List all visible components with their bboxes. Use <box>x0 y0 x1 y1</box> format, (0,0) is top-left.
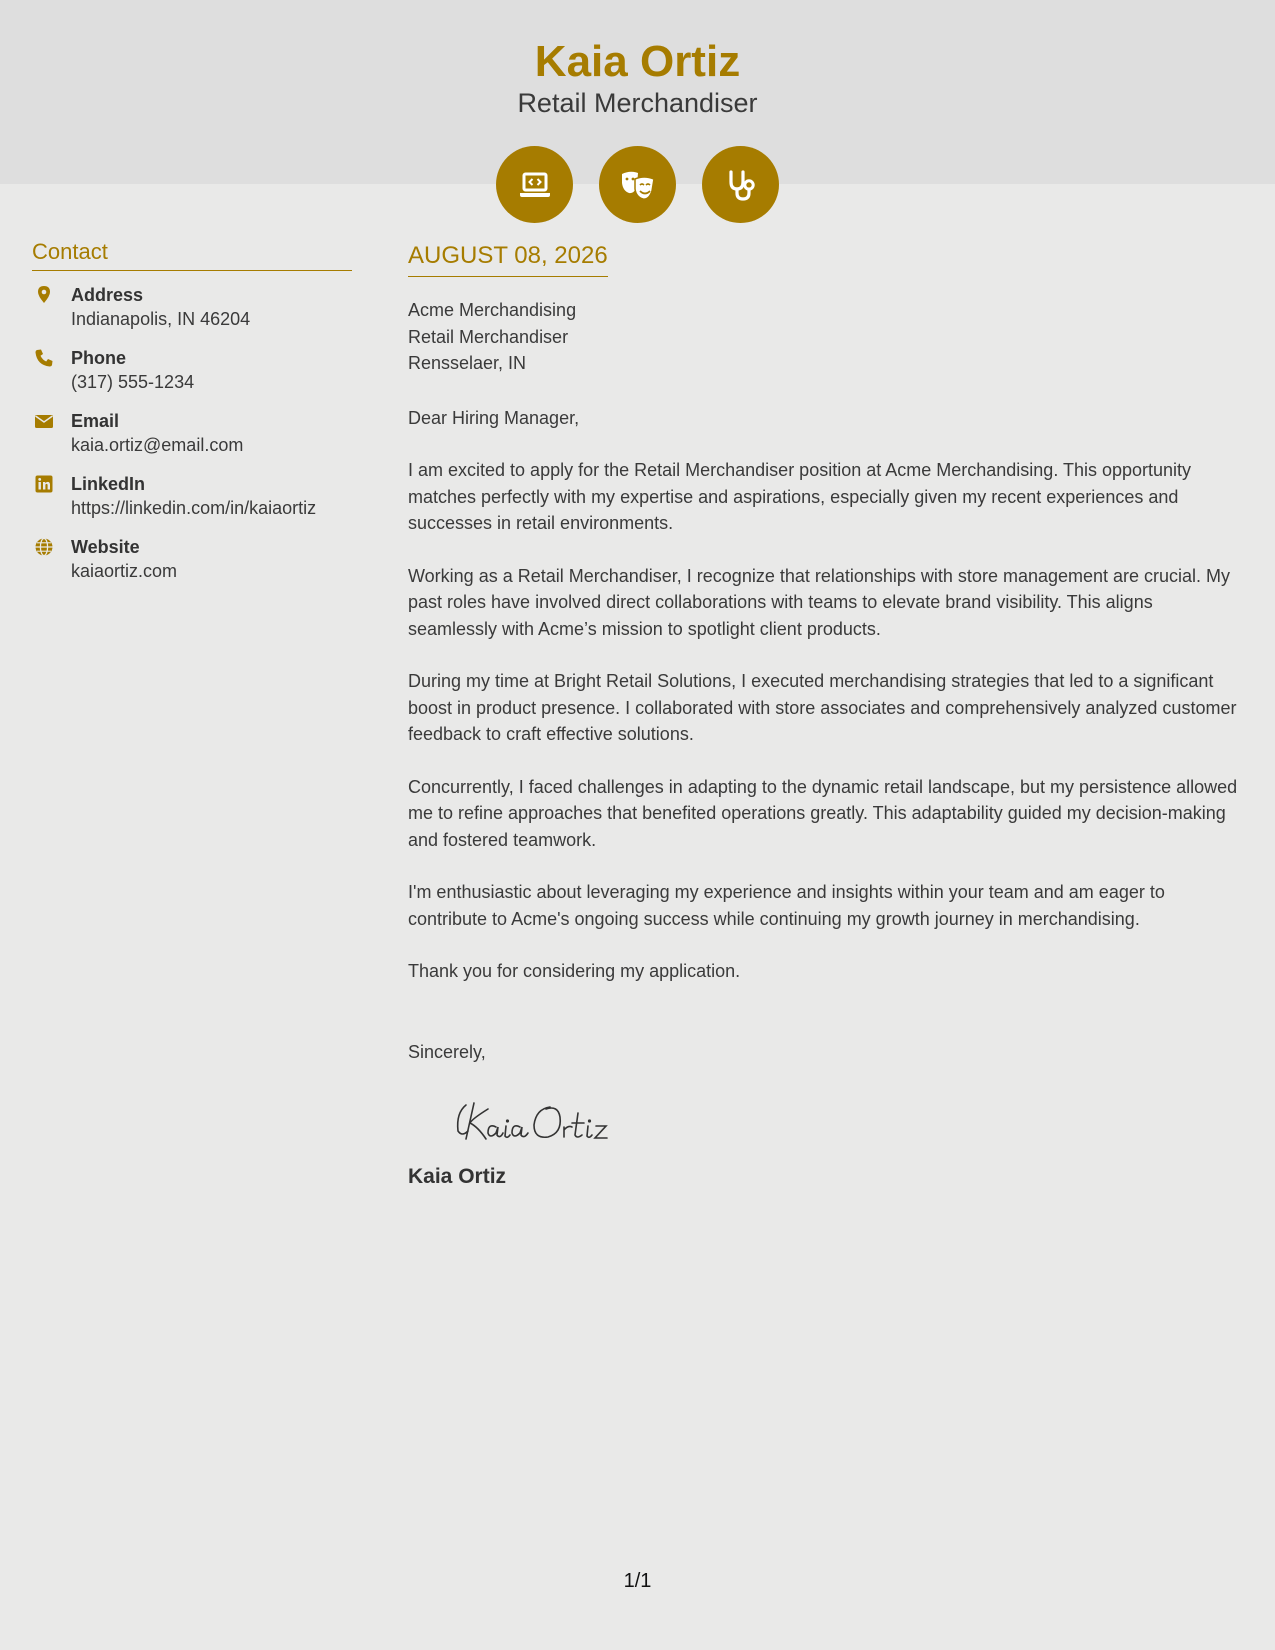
contact-value[interactable]: https://linkedin.com/in/kaiaortiz <box>71 498 317 518</box>
contact-value[interactable]: kaiaortiz.com <box>71 561 178 581</box>
paragraph: Working as a Retail Merchandiser, I recognize that relationships with store management are crucial. My past roles have involved direct collaborations with teams to elevate brand visibility. This aligns seamlessly with Acme’s mission to spotlight client products. <box>408 565 1231 639</box>
applicant-role: Retail Merchandiser <box>517 88 758 118</box>
contact-item-phone <box>32 346 352 409</box>
contact-sidebar <box>32 236 352 598</box>
contact-heading: Contact <box>32 236 352 271</box>
contact-item-linkedin <box>32 472 352 535</box>
salutation: Dear Hiring Manager, <box>408 407 580 428</box>
envelope-icon <box>34 411 54 431</box>
closing: Sincerely, <box>408 1041 486 1062</box>
laptop-code-icon <box>496 146 573 223</box>
contact-value: Indianapolis, IN 46204 <box>71 309 251 329</box>
contact-list <box>32 283 352 598</box>
contact-item-address <box>32 283 352 346</box>
paragraph: I am excited to apply for the Retail Merchandiser position at Acme Merchandising. This opportunity matches perfectly with my expertise and aspirations, especially given my recent experiences and successes in retail environments. <box>408 460 1192 533</box>
paragraph: During my time at Bright Retail Solutions, I executed merchandising strategies that led to a significant boost in product presence. I collaborated with store associates and comprehensively analyzed customer feedback to craft effective solutions. <box>408 671 1237 744</box>
phone-icon <box>34 348 54 368</box>
contact-label: Phone <box>71 348 127 368</box>
recipient-location: Rensselaer, IN <box>408 353 527 373</box>
contact-value: (317) 555-1234 <box>71 372 195 392</box>
contact-label: LinkedIn <box>71 474 146 494</box>
letter-body <box>408 240 1238 1191</box>
theater-masks-icon <box>599 146 676 223</box>
stethoscope-icon <box>702 146 779 223</box>
letter-date: AUGUST 08, 2026 <box>408 240 608 277</box>
recipient-company: Acme Merchandising <box>408 300 577 320</box>
location-pin-icon <box>34 285 54 305</box>
linkedin-icon <box>34 474 54 494</box>
contact-label: Email <box>71 411 120 431</box>
paragraph: Concurrently, I faced challenges in adapting to the dynamic retail landscape, but my persistence allowed me to refine approaches that benefited operations greatly. This adaptability guided my decision-making and fostered teamwork. <box>408 776 1238 850</box>
applicant-name: Kaia Ortiz <box>534 37 741 86</box>
recipient-position: Retail Merchandiser <box>408 326 569 347</box>
contact-item-email <box>32 409 352 472</box>
paragraph: I'm enthusiastic about leveraging my experience and insights within your team and am eager to contribute to Acme's ongoing success while continuing my growth journey in merchandising. <box>408 882 1165 929</box>
page-number: 1/1 <box>623 1570 652 1592</box>
contact-label: Address <box>71 285 144 305</box>
contact-item-website <box>32 535 352 598</box>
globe-icon <box>34 537 54 557</box>
signature <box>448 1093 648 1149</box>
recipient-block <box>408 297 1238 377</box>
contact-label: Website <box>71 537 140 557</box>
contact-value[interactable]: kaia.ortiz@email.com <box>71 435 244 455</box>
paragraph: Thank you for considering my application. <box>408 961 741 981</box>
header-icon-row <box>496 146 779 222</box>
signer-name: Kaia Ortiz <box>408 1165 507 1188</box>
